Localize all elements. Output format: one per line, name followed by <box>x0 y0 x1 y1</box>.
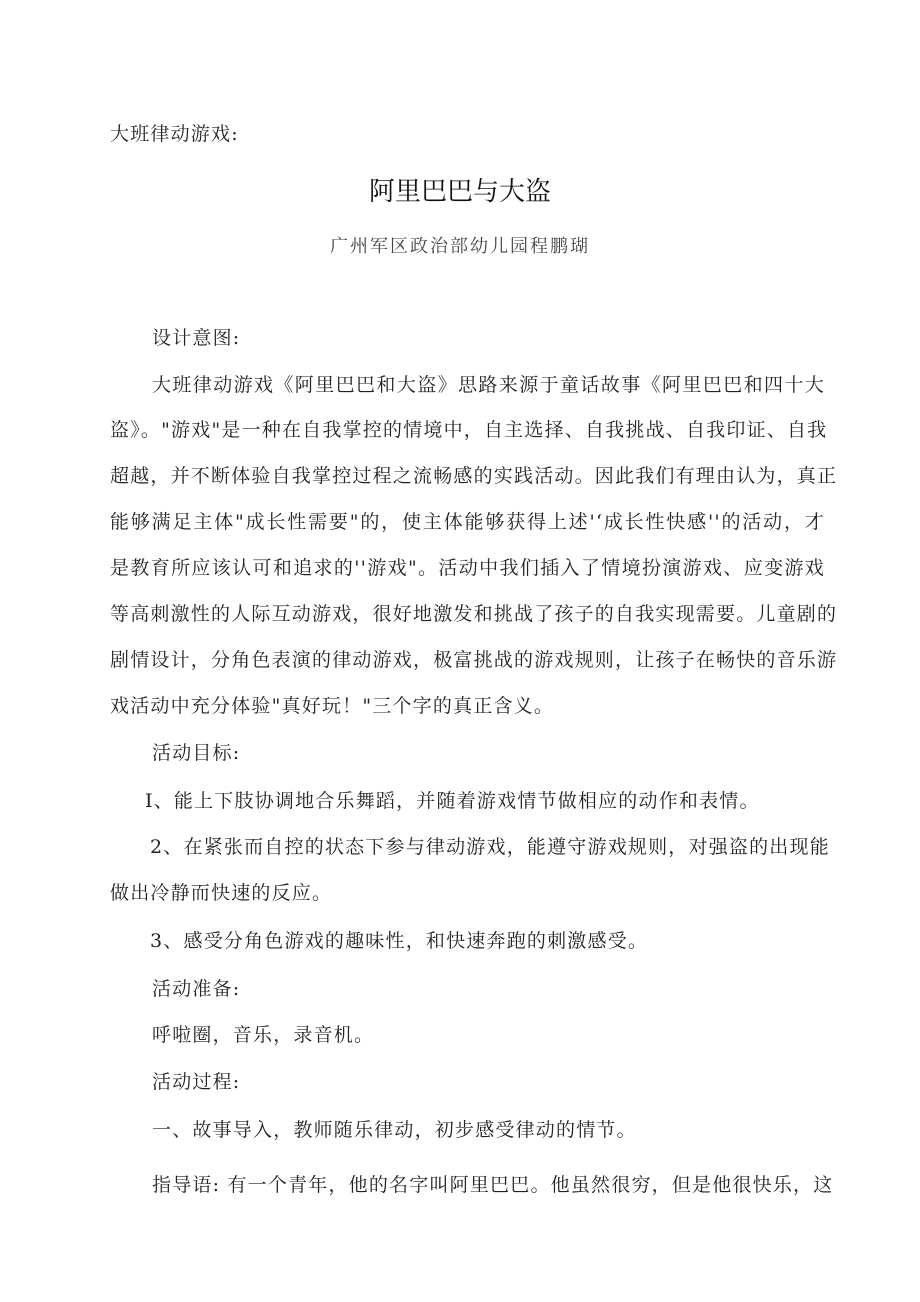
goals-heading: 活动目标: <box>152 742 241 764</box>
guide-line: 指导语: 有一个青年，他的名字叫阿里巴巴。他虽然很穷，但是他很快乐，这 <box>152 1174 834 1196</box>
design-line-6: 等高刺激性的人际互动游戏，很好地激发和挑战了孩子的自我实现需要。儿童剧的 <box>110 603 838 625</box>
process-step-1: 一、故事导入，教师随乐律动，初步感受律动的情节。 <box>152 1119 637 1141</box>
category-label: 大班律动游戏: <box>110 123 239 145</box>
prep-heading: 活动准备: <box>152 978 241 1000</box>
goal-3: 3、感受分角色游戏的趣味性，和快速奔跑的刺激感受。 <box>150 930 649 952</box>
prep-text: 呼啦圈，音乐，录音机。 <box>152 1024 375 1046</box>
design-heading: 设计意图: <box>152 327 241 349</box>
author-line: 广州军区政治部幼儿园程鹏瑚 <box>330 236 590 257</box>
document-title: 阿里巴巴与大盗 <box>368 177 551 207</box>
design-line-1: 大班律动游戏《阿里巴巴和大盗》思路来源于童话故事《阿里巴巴和四十大 <box>152 374 825 396</box>
design-line-5: 是教育所应该认可和追求的''游戏"。活动中我们插入了情境扮演游戏、应变游戏 <box>110 557 825 579</box>
goal-1: I、能上下肢协调地合乐舞蹈，并随着游戏情节做相应的动作和表情。 <box>145 790 760 812</box>
design-line-2: 盗》。"游戏"是一种在自我掌控的情境中，自主选择、自我挑战、自我印证、自我 <box>110 419 828 441</box>
goal-2-line-2: 做出冷静而快速的反应。 <box>110 882 333 904</box>
design-line-7: 剧情设计，分角色表演的律动游戏，极富挑战的游戏规则，让孩子在畅快的音乐游 <box>110 649 838 671</box>
process-heading: 活动过程: <box>152 1071 241 1093</box>
design-line-4: 能够满足主体"成长性需要"的，使主体能够获得上述'‘成长性快感''的活动，才 <box>110 511 825 533</box>
design-line-3: 超越，并不断体验自我掌控过程之流畅感的实践活动。因此我们有理由认为，真正 <box>110 465 838 487</box>
design-line-8: 戏活动中充分体验"真好玩！"三个字的真正含义。 <box>110 695 555 717</box>
goal-2-line-1: 2、在紧张而自控的状态下参与律动游戏，能遵守游戏规则，对强盗的出现能 <box>150 836 830 858</box>
